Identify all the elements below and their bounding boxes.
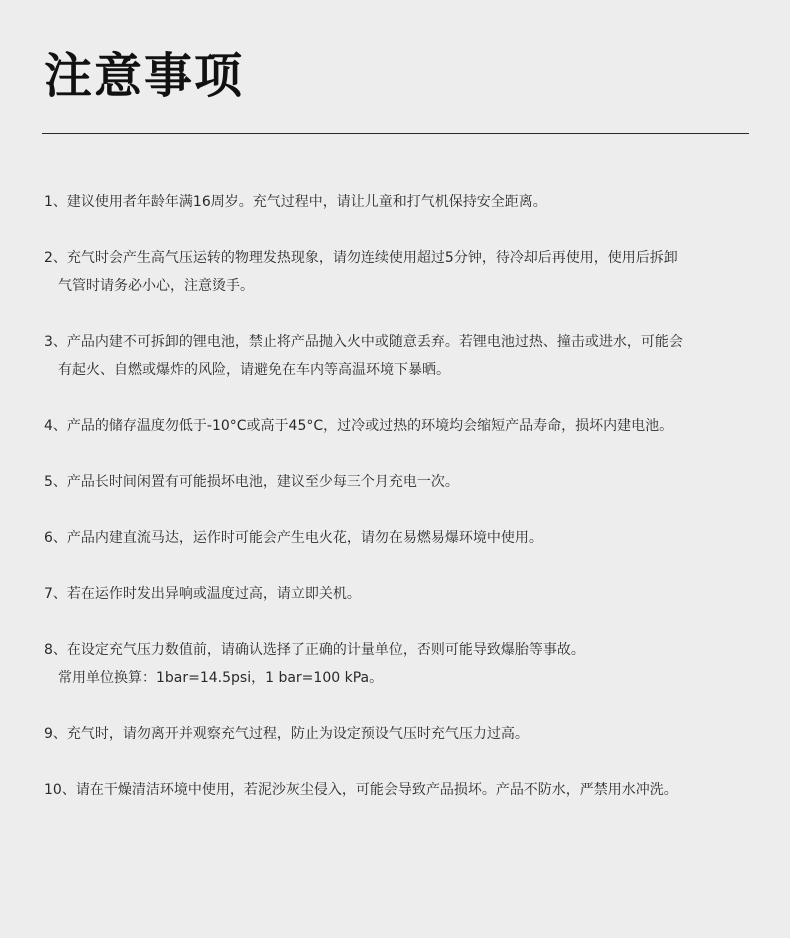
notice-item-9: [44, 720, 744, 748]
notice-item-10-line-1: 10、请在干燥清洁环境中使用，若泥沙灰尘侵入，可能会导致产品损坏。产品不防水，严禁用水冲洗。: [44, 782, 678, 798]
notice-item-8-line-1: 8、在设定充气压力数值前，请确认选择了正确的计量单位，否则可能导致爆胎等事故。: [44, 642, 585, 658]
notice-item-1-line-1: 1、建议使用者年龄年满16周岁。充气过程中，请让儿童和打气机保持安全距离。: [44, 194, 547, 210]
notice-item-8-line-2: 常用单位换算：1bar=14.5psi，1 bar=100 kPa。: [58, 670, 384, 686]
notice-item-3-line-1: 3、产品内建不可拆卸的锂电池，禁止将产品抛入火中或随意丢弃。若锂电池过热、撞击或进水，可能会: [44, 334, 683, 350]
notice-item-6-line-1: 6、产品内建直流马达，运作时可能会产生电火花，请勿在易燃易爆环境中使用。: [44, 530, 543, 546]
notice-item-1: [44, 188, 744, 216]
notice-item-4-line-1: 4、产品的储存温度勿低于-10°C或高于45°C，过冷或过热的环境均会缩短产品寿命，损坏内建电池。: [44, 418, 674, 434]
notice-item-2: [44, 244, 744, 300]
notice-list: [44, 188, 744, 832]
notice-item-2-line-2: 气管时请务必小心，注意烫手。: [58, 278, 254, 294]
notice-item-3: [44, 328, 744, 384]
notice-item-6: [44, 524, 744, 552]
notice-item-3-line-2: 有起火、自燃或爆炸的风险，请避免在车内等高温环境下暴晒。: [58, 362, 450, 378]
notice-item-7-line-1: 7、若在运作时发出异响或温度过高，请立即关机。: [44, 586, 361, 602]
notice-item-5: [44, 468, 744, 496]
notice-item-10: [44, 776, 744, 804]
notice-item-9-line-1: 9、充气时，请勿离开并观察充气过程，防止为设定预设气压时充气压力过高。: [44, 726, 529, 742]
title-divider: [42, 133, 749, 134]
notice-item-2-line-1: 2、充气时会产生高气压运转的物理发热现象，请勿连续使用超过5分钟，待冷却后再使用，使用后拆卸: [44, 250, 678, 266]
notice-item-7: [44, 580, 744, 608]
notice-item-5-line-1: 5、产品长时间闲置有可能损坏电池，建议至少每三个月充电一次。: [44, 474, 459, 490]
notice-item-4: [44, 412, 744, 440]
notice-item-8: [44, 636, 744, 692]
page-title: 注意事项: [44, 48, 245, 104]
